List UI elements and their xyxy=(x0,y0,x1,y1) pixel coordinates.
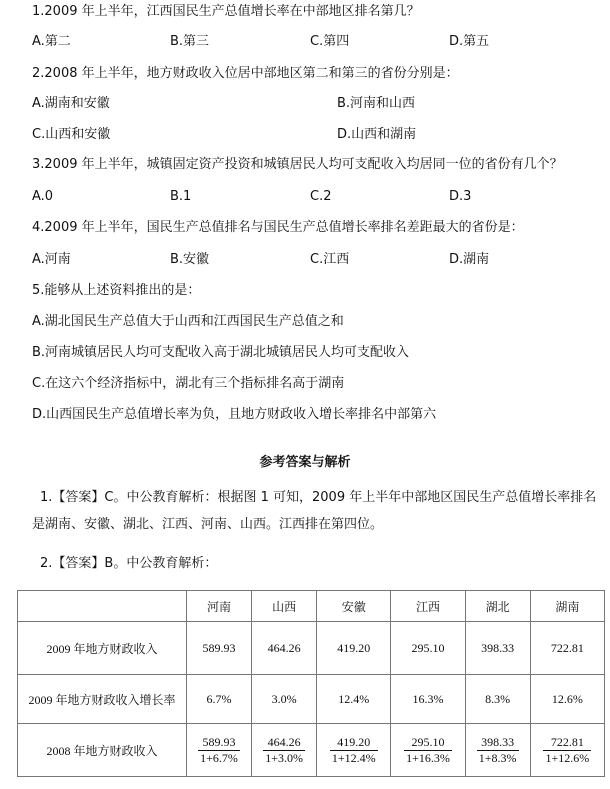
fraction xyxy=(198,735,240,766)
numerator: 722.81 xyxy=(543,735,591,751)
table-cell: 722.81 xyxy=(530,622,604,675)
q5-option-b: B.河南城镇居民人均可支配收入高于湖北城镇居民人均可支配收入 xyxy=(32,345,410,360)
q1-option-c: C.第四 xyxy=(310,34,350,49)
q2-option-d: D.山西和湖南 xyxy=(337,127,417,142)
fraction-cell xyxy=(530,724,604,777)
q2-option-b: B.河南和山西 xyxy=(337,96,416,111)
table-row xyxy=(18,622,605,675)
fraction xyxy=(330,735,378,766)
fraction xyxy=(543,735,591,766)
q1-option-a: A.第二 xyxy=(32,34,71,49)
q4-option-b: B.安徽 xyxy=(170,252,210,267)
q1-option-d: D.第五 xyxy=(449,34,490,49)
question-4: 4.2009 年上半年，国民生产总值排名与国民生产总值增长率排名差距最大的省份是： xyxy=(32,220,524,235)
row-label: 2009 年地方财政收入增长率 xyxy=(18,675,187,724)
question-3: 3.2009 年上半年，城镇固定资产投资和城镇居民人均可支配收入均居同一位的省份有几个？ xyxy=(32,157,563,172)
denominator: 1+12.4% xyxy=(331,750,376,765)
q3-option-a: A.0 xyxy=(32,189,54,204)
numerator: 295.10 xyxy=(404,735,452,751)
q5-option-a: A.湖北国民生产总值大于山西和江西国民生产总值之和 xyxy=(32,314,344,329)
header-hunan: 湖南 xyxy=(530,591,604,622)
fraction-cell xyxy=(391,724,465,777)
q3-option-b: B.1 xyxy=(170,189,192,204)
q3-option-c: C.2 xyxy=(310,189,332,204)
answer-heading: 参考答案与解析 xyxy=(259,455,351,470)
row-label: 2009 年地方财政收入 xyxy=(18,622,187,675)
q2-option-c: C.山西和安徽 xyxy=(32,127,111,142)
denominator: 1+16.3% xyxy=(406,750,450,765)
question-5: 5.能够从上述资料推出的是： xyxy=(32,283,201,298)
fraction xyxy=(404,735,452,766)
table-cell: 295.10 xyxy=(391,622,465,675)
fraction-cell xyxy=(252,724,317,777)
fraction-cell xyxy=(187,724,252,777)
fraction-cell xyxy=(317,724,391,777)
row-label: 2008 年地方财政收入 xyxy=(18,724,187,777)
q4-option-c: C.江西 xyxy=(310,252,350,267)
header-anhui: 安徽 xyxy=(317,591,391,622)
question-1: 1.2009 年上半年，江西国民生产总值增长率在中部地区排名第几？ xyxy=(32,4,420,19)
table-cell: 398.33 xyxy=(465,622,530,675)
fraction xyxy=(263,735,305,766)
header-shanxi: 山西 xyxy=(252,591,317,622)
q4-option-d: D.湖南 xyxy=(449,252,490,267)
fiscal-revenue-table xyxy=(17,590,605,777)
question-2: 2.2008 年上半年，地方财政收入位居中部地区第二和第三的省份分别是： xyxy=(32,66,459,81)
table-cell: 12.4% xyxy=(317,675,391,724)
table-cell: 589.93 xyxy=(187,622,252,675)
numerator: 419.20 xyxy=(330,735,378,751)
q1-option-b: B.第三 xyxy=(170,34,210,49)
table-row xyxy=(18,675,605,724)
table-cell: 12.6% xyxy=(530,675,604,724)
header-jiangxi: 江西 xyxy=(391,591,465,622)
q4-option-a: A.河南 xyxy=(32,252,71,267)
denominator: 1+12.6% xyxy=(545,750,590,765)
answer-1: 1.【答案】C。中公教育解析：根据图 1 可知，2009 年上半年中部地区国民生产总值增长率排名是湖南、安徽、湖北、江西、河南、山西。江西排在第四位。 xyxy=(32,490,597,532)
q3-option-d: D.3 xyxy=(449,189,472,204)
table-cell: 419.20 xyxy=(317,622,391,675)
table-row xyxy=(18,724,605,777)
table-cell: 6.7% xyxy=(187,675,252,724)
denominator: 1+8.3% xyxy=(478,750,517,765)
q5-option-c: C.在这六个经济指标中，湖北有三个指标排名高于湖南 xyxy=(32,376,345,391)
fraction xyxy=(477,735,519,766)
answer-2: 2.【答案】B。中公教育解析： xyxy=(40,556,218,571)
table-cell: 8.3% xyxy=(465,675,530,724)
numerator: 398.33 xyxy=(477,735,519,751)
numerator: 464.26 xyxy=(263,735,305,751)
table-cell: 464.26 xyxy=(252,622,317,675)
table-cell: 16.3% xyxy=(391,675,465,724)
table-cell: 3.0% xyxy=(252,675,317,724)
fraction-cell xyxy=(465,724,530,777)
denominator: 1+6.7% xyxy=(200,750,238,765)
header-henan: 河南 xyxy=(187,591,252,622)
q2-option-a: A.湖南和安徽 xyxy=(32,96,110,111)
numerator: 589.93 xyxy=(198,735,240,751)
table-header-row xyxy=(18,591,605,622)
denominator: 1+3.0% xyxy=(265,750,304,765)
header-hubei: 湖北 xyxy=(465,591,530,622)
table-corner-cell xyxy=(18,591,187,622)
q5-option-d: D.山西国民生产总值增长率为负，且地方财政收入增长率排名中部第六 xyxy=(32,407,437,422)
